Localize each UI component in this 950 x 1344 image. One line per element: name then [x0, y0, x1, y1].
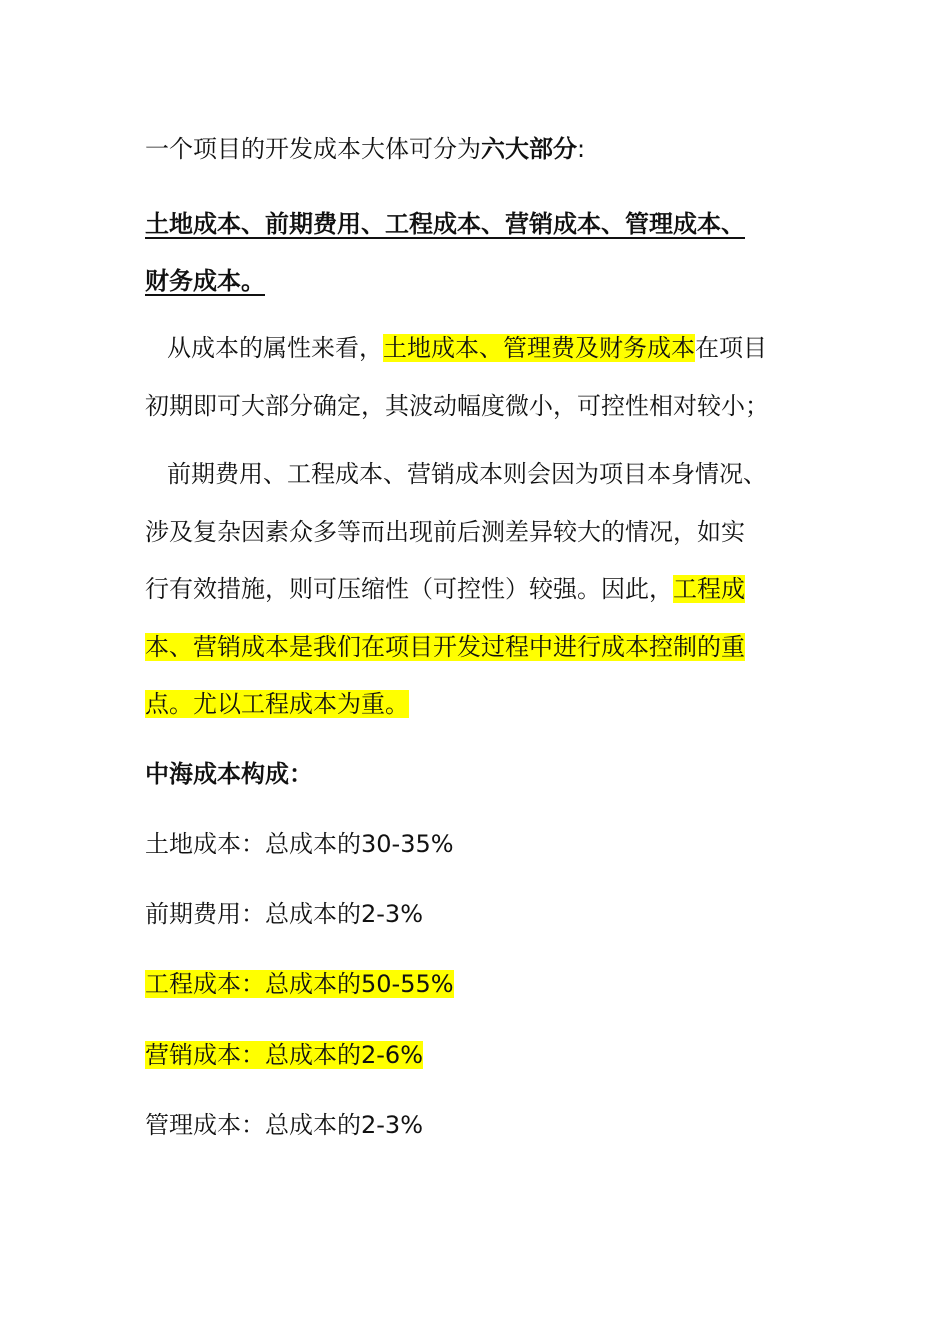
- six-parts-line-1: 土地成本、前期费用、工程成本、营销成本、管理成本、: [145, 210, 745, 238]
- cost-item: [145, 1108, 423, 1142]
- cost-item-name: 管理成本：总成本的: [145, 1111, 361, 1139]
- zhonghai-heading: 中海成本构成：: [145, 760, 313, 788]
- variable-text: 行有效措施，则可压缩性（可控性）较强。因此，: [145, 575, 673, 603]
- variable-paragraph-line-4: [145, 630, 745, 664]
- fixed-costs-highlight: 土地成本、管理费及财务成本: [383, 334, 695, 362]
- control-focus-highlight-1: 工程成: [673, 575, 745, 603]
- variable-paragraph-line-1: 前期费用、工程成本、营销成本则会因为项目本身情况、: [167, 460, 767, 488]
- intro-paragraph: [145, 132, 585, 166]
- cost-item: [145, 1038, 423, 1072]
- intro-colon: :: [577, 135, 586, 163]
- cost-item-value: 50-55%: [361, 970, 454, 998]
- cost-item-name: 土地成本：总成本的: [145, 830, 361, 858]
- control-focus-highlight-2: 本、营销成本是我们在项目开发过程中进行成本控制的重: [145, 633, 745, 661]
- cost-item-name: 前期费用：总成本的: [145, 900, 361, 928]
- variable-paragraph-line-5: [145, 687, 409, 721]
- variable-paragraph-line-2: 涉及复杂因素众多等而出现前后测差异较大的情况，如实: [145, 518, 745, 546]
- variable-paragraph-line-3: [145, 572, 745, 606]
- cost-item-name: 工程成本：总成本的: [145, 970, 361, 998]
- attribute-paragraph-line-1: [167, 331, 767, 365]
- cost-item-value: 2-3%: [361, 1111, 424, 1139]
- attribute-paragraph-line-2: 初期即可大部分确定，其波动幅度微小，可控性相对较小；: [145, 392, 769, 420]
- cost-item: [145, 827, 454, 861]
- cost-item-value: 30-35%: [361, 830, 454, 858]
- control-focus-highlight-3: 点。尤以工程成本为重。: [145, 690, 409, 718]
- six-parts-line-2: 财务成本。: [145, 267, 265, 295]
- attribute-tail: 在项目: [695, 334, 767, 362]
- cost-item-name: 营销成本：总成本的: [145, 1041, 361, 1069]
- cost-item: [145, 967, 454, 1001]
- six-parts-emphasis: 六大部分: [481, 135, 577, 163]
- attribute-intro: 从成本的属性来看，: [167, 334, 383, 362]
- intro-text: 一个项目的开发成本大体可分为: [145, 135, 481, 163]
- cost-item-value: 2-3%: [361, 900, 424, 928]
- cost-item-value: 2-6%: [361, 1041, 424, 1069]
- cost-item: [145, 897, 423, 931]
